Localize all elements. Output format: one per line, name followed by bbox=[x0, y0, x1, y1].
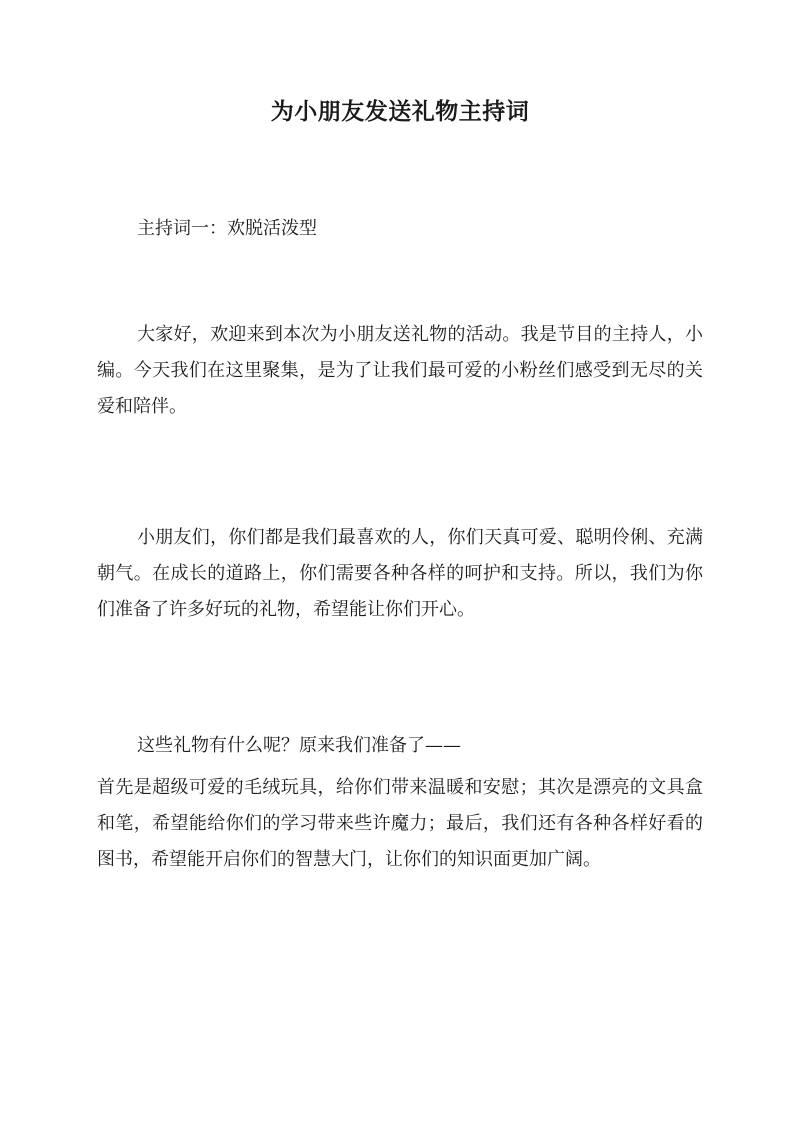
paragraph-gifts-list: 首先是超级可爱的毛绒玩具，给你们带来温暖和安慰；其次是漂亮的文具盒和笔，希望能给你们的学习带来些许魔力；最后，我们还有各种各样好看的图书，希望能开启你们的智慧大门，让你们的知识面更加广阔。 bbox=[97, 777, 703, 870]
page-title: 为小朋友发送礼物主持词 bbox=[270, 98, 530, 125]
paragraph-gifts-intro: 这些礼物有什么呢？原来我们准备了—— bbox=[137, 735, 461, 756]
paragraph-greeting: 大家好，欢迎来到本次为小朋友送礼物的活动。我是节目的主持人，小编。今天我们在这里聚集，是为了让我们最可爱的小粉丝们感受到无尽的关爱和陪伴。 bbox=[97, 324, 703, 417]
section-heading: 主持词一：欢脱活泼型 bbox=[137, 218, 317, 239]
paragraph-children: 小朋友们，你们都是我们最喜欢的人，你们天真可爱、聪明伶俐、充满朝气。在成长的道路上，你们需要各种各样的呵护和支持。所以，我们为你们准备了许多好玩的礼物，希望能让你们开心。 bbox=[97, 527, 703, 620]
